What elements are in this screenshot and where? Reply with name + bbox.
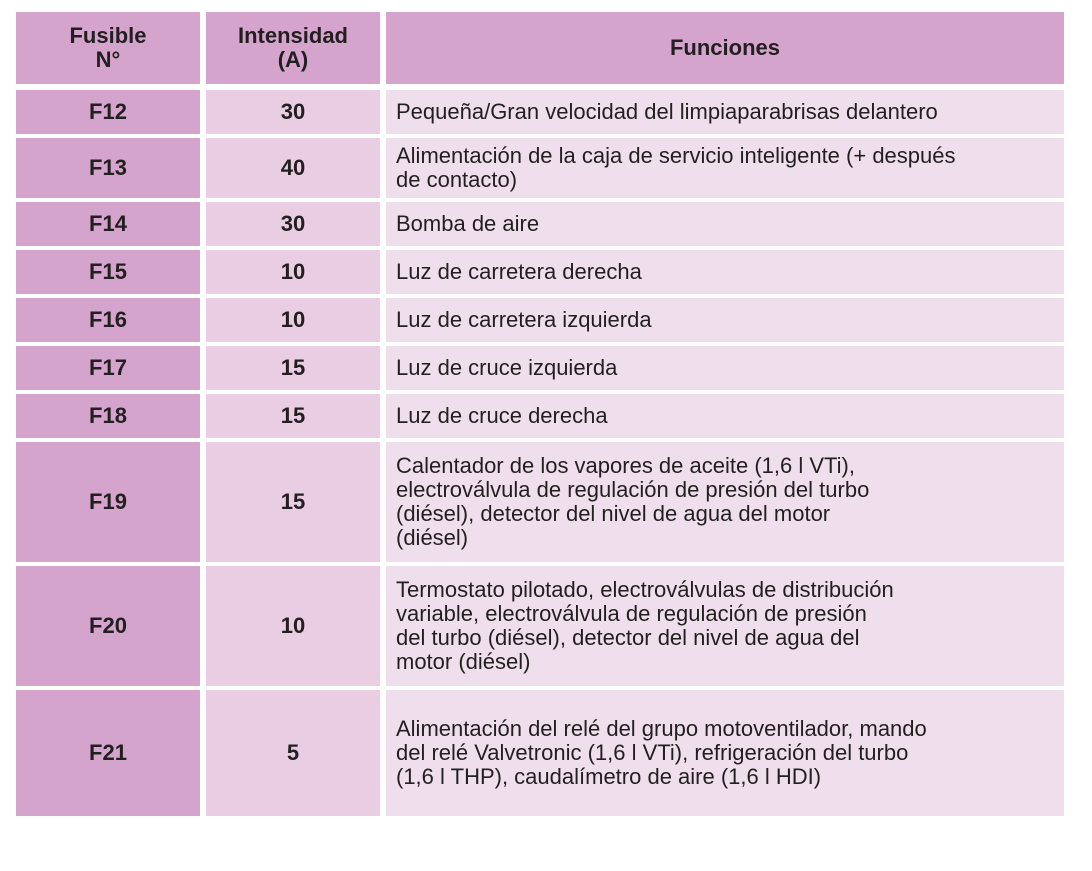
function-description-cell	[380, 202, 1064, 250]
table-row	[16, 298, 1064, 346]
table-row	[16, 346, 1064, 394]
amperage-cell: 15	[200, 394, 380, 442]
amperage-cell: 10	[200, 566, 380, 690]
fuse-number-cell: F17	[16, 346, 200, 394]
header-fuse-number	[16, 12, 200, 90]
header-fuse-line1: Fusible	[69, 23, 147, 48]
function-description-cell	[380, 394, 1064, 442]
amperage-cell: 40	[200, 138, 380, 202]
fuse-table-body	[16, 90, 1064, 816]
table-row	[16, 138, 1064, 202]
function-description-cell	[380, 90, 1064, 138]
function-description-line: electroválvula de regulación de presión del turbo	[396, 477, 870, 502]
fuse-number-cell: F21	[16, 690, 200, 816]
function-description-cell	[380, 690, 1064, 816]
table-row	[16, 250, 1064, 298]
function-description-line: Alimentación de la caja de servicio inteligente (+ después	[396, 143, 956, 168]
table-row	[16, 566, 1064, 690]
function-description-line: Alimentación del relé del grupo motoventilador, mando	[396, 716, 927, 741]
table-row	[16, 202, 1064, 250]
function-description-line: motor (diésel)	[396, 649, 531, 674]
header-row	[16, 12, 1064, 90]
amperage-cell: 30	[200, 90, 380, 138]
amperage-cell: 15	[200, 346, 380, 394]
amperage-cell: 30	[200, 202, 380, 250]
fuse-number-cell: F15	[16, 250, 200, 298]
function-description-cell	[380, 138, 1064, 202]
function-description-line: Luz de carretera derecha	[396, 259, 642, 284]
amperage-cell: 10	[200, 250, 380, 298]
header-functions: Funciones	[380, 12, 1064, 90]
table-row	[16, 90, 1064, 138]
fuse-number-cell: F16	[16, 298, 200, 346]
table-row	[16, 394, 1064, 442]
fuse-number-cell: F19	[16, 442, 200, 566]
amperage-cell: 15	[200, 442, 380, 566]
header-intensity	[200, 12, 380, 90]
function-description-line: de contacto)	[396, 167, 518, 192]
function-description-line: variable, electroválvula de regulación de presión	[396, 601, 867, 626]
function-description-line: (1,6 l THP), caudalímetro de aire (1,6 l HDI)	[396, 764, 822, 789]
function-description-cell	[380, 442, 1064, 566]
function-description-line: del turbo (diésel), detector del nivel de agua del	[396, 625, 860, 650]
fuse-number-cell: F13	[16, 138, 200, 202]
function-description-line: Luz de carretera izquierda	[396, 307, 652, 332]
amperage-cell: 10	[200, 298, 380, 346]
fuse-number-cell: F12	[16, 90, 200, 138]
fuse-table	[16, 12, 1064, 816]
function-description-cell	[380, 566, 1064, 690]
function-description-line: Pequeña/Gran velocidad del limpiaparabrisas delantero	[396, 99, 938, 124]
amperage-cell: 5	[200, 690, 380, 816]
function-description-cell	[380, 298, 1064, 346]
function-description-line: Bomba de aire	[396, 211, 540, 236]
function-description-line: del relé Valvetronic (1,6 l VTi), refrigeración del turbo	[396, 740, 909, 765]
function-description-line: (diésel)	[396, 525, 469, 550]
header-amp-line2: (A)	[277, 47, 309, 72]
function-description-line: Calentador de los vapores de aceite (1,6 l VTi),	[396, 453, 855, 478]
function-description-cell	[380, 346, 1064, 394]
fuse-number-cell: F14	[16, 202, 200, 250]
fuse-number-cell: F20	[16, 566, 200, 690]
header-fuse-line2: N°	[95, 47, 121, 72]
table-row	[16, 442, 1064, 566]
function-description-line: (diésel), detector del nivel de agua del motor	[396, 501, 831, 526]
function-description-cell	[380, 250, 1064, 298]
header-amp-line1: Intensidad	[237, 23, 348, 48]
function-description-line: Luz de cruce izquierda	[396, 355, 618, 380]
function-description-line: Termostato pilotado, electroválvulas de distribución	[396, 577, 894, 602]
function-description-line: Luz de cruce derecha	[396, 403, 608, 428]
table-row	[16, 690, 1064, 816]
fuse-number-cell: F18	[16, 394, 200, 442]
